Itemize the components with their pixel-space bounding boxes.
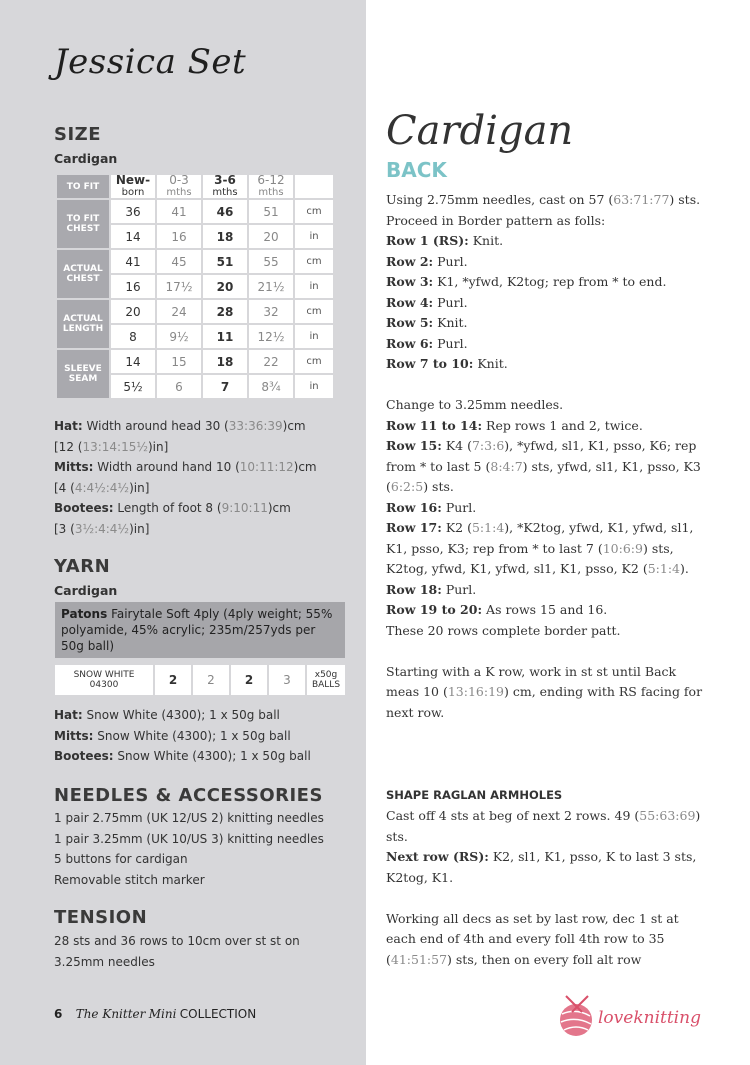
size-subheading: Cardigan — [54, 151, 118, 166]
value-cell: 24 — [157, 300, 201, 323]
size-column-header: 0-3 mths — [157, 175, 201, 198]
unit-cell: in — [295, 325, 333, 348]
value-cell: 16 — [157, 225, 201, 248]
table-row — [57, 350, 333, 373]
value-cell: 8 — [111, 325, 155, 348]
page-number: 6 — [54, 1007, 63, 1021]
value-cell: 32 — [249, 300, 293, 323]
amount-cell: 2 — [193, 665, 229, 695]
size-table — [55, 173, 335, 400]
list-item: Removable stitch marker — [54, 872, 205, 887]
value-cell: 55 — [249, 250, 293, 273]
value-cell: 15 — [157, 350, 201, 373]
unit-cell: cm — [295, 300, 333, 323]
yarn-notes: Hat: Snow White (4300); 1 x 50g ball Mitts: Snow White (4300); 1 x 50g ball Bootees: Snow White (4300); 1 x 50g ball — [54, 708, 311, 763]
value-cell: 20 — [249, 225, 293, 248]
value-cell: 14 — [111, 350, 155, 373]
unit-cell — [295, 175, 333, 198]
back-heading: BACK — [386, 158, 447, 182]
value-cell: 20 — [111, 300, 155, 323]
left-column — [0, 0, 366, 1065]
shape-heading: SHAPE RAGLAN ARMHOLES — [386, 788, 563, 802]
unit-cell: cm — [295, 250, 333, 273]
value-cell: 20 — [203, 275, 247, 298]
tension-heading: TENSION — [54, 907, 148, 928]
value-cell: 36 — [111, 200, 155, 223]
tension-text: 28 sts and 36 rows to 10cm over st st on 3.25mm needles — [54, 934, 300, 969]
value-cell: 18 — [203, 225, 247, 248]
value-cell: 18 — [203, 350, 247, 373]
section-title: Cardigan — [386, 108, 574, 154]
list-item: 5 buttons for cardigan — [54, 852, 188, 866]
amount-cell: 2 — [155, 665, 191, 695]
other-sizes: Hat: Width around head 30 (33:36:39)cm [12 (13:14:15½)in] Mitts: Width around hand 10 (10:11:12)cm [4 (4:4½:4½)in] Bootees: Length of foot 8 (9:10:11)cm [3 (3½:4:4½)in] — [54, 419, 317, 536]
value-cell: 22 — [249, 350, 293, 373]
right-column — [366, 0, 750, 1065]
value-cell: 45 — [157, 250, 201, 273]
value-cell: 41 — [111, 250, 155, 273]
value-cell: 46 — [203, 200, 247, 223]
value-cell: 5½ — [111, 375, 155, 398]
unit-cell: cm — [295, 200, 333, 223]
table-row — [57, 250, 333, 273]
row-header: TO FIT CHEST — [57, 200, 109, 248]
page-title: Jessica Set — [54, 42, 247, 82]
unit-cell: in — [295, 225, 333, 248]
value-cell: 28 — [203, 300, 247, 323]
value-cell: 8¾ — [249, 375, 293, 398]
value-cell: 14 — [111, 225, 155, 248]
value-cell: 17½ — [157, 275, 201, 298]
page-footer: 6 The Knitter Mini COLLECTION — [54, 1007, 257, 1021]
amount-cell: 2 — [231, 665, 267, 695]
yarn-description: Patons Fairytale Soft 4ply (4ply weight; 55% polyamide, 45% acrylic; 235m/257yds per 50g ball) — [55, 602, 345, 658]
table-row — [57, 200, 333, 223]
value-cell: 11 — [203, 325, 247, 348]
table-row — [57, 300, 333, 323]
list-item: 1 pair 2.75mm (UK 12/US 2) knitting needles — [54, 811, 324, 825]
magazine-title: The Knitter — [75, 1007, 146, 1021]
needles-list — [54, 808, 354, 890]
row-header: SLEEVE SEAM — [57, 350, 109, 398]
unit-cell: x50g BALLS — [307, 665, 345, 695]
colour-cell: SNOW WHITE 04300 — [55, 665, 153, 695]
amount-cell: 3 — [269, 665, 305, 695]
value-cell: 51 — [203, 250, 247, 273]
value-cell: 7 — [203, 375, 247, 398]
size-column-header: 6-12 mths — [249, 175, 293, 198]
size-column-header: 3-6 mths — [203, 175, 247, 198]
row-header: TO FIT — [57, 175, 109, 198]
unit-cell: in — [295, 275, 333, 298]
row-header: ACTUAL LENGTH — [57, 300, 109, 348]
yarn-heading: YARN — [54, 556, 111, 577]
unit-cell: cm — [295, 350, 333, 373]
needles-heading: NEEDLES & ACCESSORIES — [54, 785, 323, 806]
size-heading: SIZE — [54, 124, 102, 145]
unit-cell: in — [295, 375, 333, 398]
pattern-text-armholes: Cast off 4 sts at beg of next 2 rows. 49 (55:63:69) sts. Next row (RS): K2, sl1, K1, psso, K to last 3 sts, K2tog, K1. Working all decs as set by last row, dec 1 st at each end of 4th and every foll 4th row to 35 (41:51:57) sts, then on every foll alt row — [386, 808, 701, 967]
value-cell: 12½ — [249, 325, 293, 348]
table-row — [55, 665, 345, 695]
list-item: 1 pair 3.25mm (UK 10/US 3) knitting needles — [54, 831, 324, 846]
value-cell: 9½ — [157, 325, 201, 348]
value-cell: 21½ — [249, 275, 293, 298]
size-header-row — [57, 175, 333, 198]
logo-text: loveknitting — [598, 1008, 701, 1028]
pattern-text: Using 2.75mm needles, cast on 57 (63:71:77) sts. Proceed in Border pattern as folls: Row 1 (RS): Knit. Row 2: Purl. Row 3: K1, *yfwd, K2tog; rep from * to end. Row 4: Purl. Row 5: Knit. Row 6: Purl. Row 7 to 10: Knit. Change to 3.25mm needles. Row 11 to 14: Rep rows 1 and 2, twice. Row 15: K4 (7:3:6), *yfwd, sl1, K1, psso, K6; rep from * to last 5 (8:4:7) sts, yfwd, sl1, K1, psso, K3 (6:2:5) sts. Row 16: Purl. Row 17: K2 (5:1:4), *K2tog, yfwd, K1, yfwd, sl1, K1, psso, K3; rep from * to last 7 (10:6:9) sts, K2tog, yfwd, K1, yfwd, sl1, K1, psso, K2 (5:1:4). Row 18: Purl. Row 19 to 20: As rows 15 and 16. These 20 rows complete border patt. Starting with a K row, work in st st until Back meas 10 (13:16:19) cm, ending with RS facing for next row. — [386, 192, 703, 720]
value-cell: 6 — [157, 375, 201, 398]
size-column-header: New- born — [111, 175, 155, 198]
value-cell: 16 — [111, 275, 155, 298]
value-cell: 41 — [157, 200, 201, 223]
yarn-subheading: Cardigan — [54, 583, 118, 598]
yarn-table — [53, 663, 347, 697]
value-cell: 51 — [249, 200, 293, 223]
row-header: ACTUAL CHEST — [57, 250, 109, 298]
